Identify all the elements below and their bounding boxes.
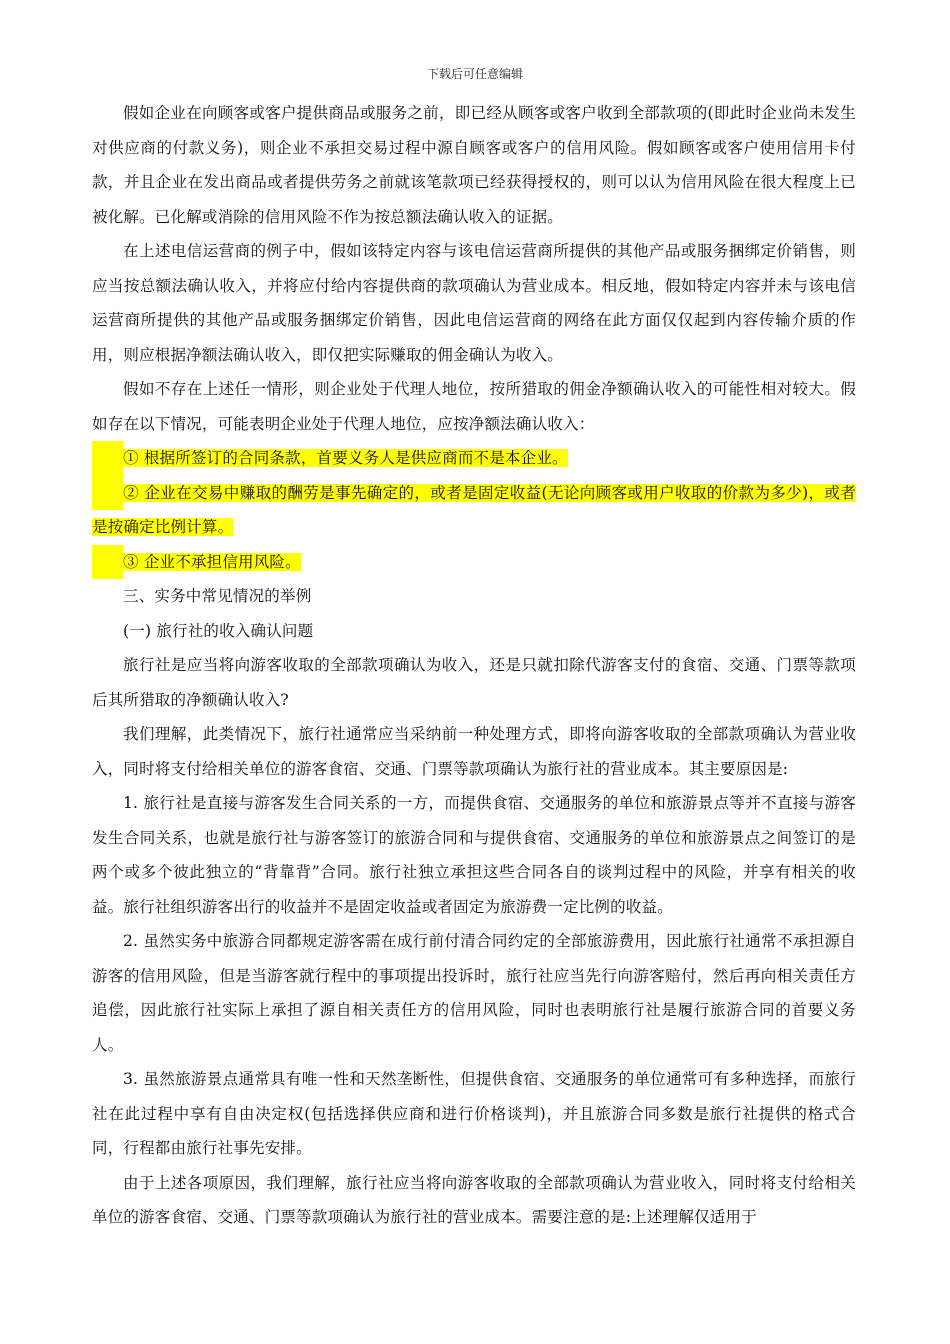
highlight-indent	[92, 545, 123, 580]
page-header: 下载后可任意编辑	[426, 67, 523, 81]
highlighted-item-3	[92, 545, 856, 580]
subsection-heading: (一) 旅行社的收入确认问题	[123, 621, 314, 640]
highlighted-item-2	[92, 476, 856, 545]
highlight-indent	[92, 441, 123, 476]
paragraph-travel-answer: 我们理解，此类情况下，旅行社通常应当采纳前一种处理方式，即将向游客收取的全部款项确认为营业收入，同时将支付给相关单位的游客食宿、交通、门票等款项确认为旅行社的营业成本。其主要原因是:	[92, 725, 856, 778]
paragraph-reason-2: 2. 虽然实务中旅游合同都规定游客需在成行前付清合同约定的全部旅游费用，因此旅行社通常不承担源自游客的信用风险，但是当游客就行程中的事项提出投诉时，旅行社应当先行向游客赔付，然后再向相关责任方追偿，因此旅行社实际上承担了源自相关责任方的信用风险，同时也表明旅行社是履行旅游合同的首要义务人。	[92, 932, 856, 1054]
section-heading: 三、实务中常见情况的举例	[123, 587, 312, 605]
highlighted-item-1	[92, 441, 856, 476]
paragraph-reason-1: 1. 旅行社是直接与游客发生合同关系的一方，而提供食宿、交通服务的单位和旅游景点等并不直接与游客发生合同关系，也就是旅行社与游客签订的旅游合同和与提供食宿、交通服务的单位和旅游景点之间签订的是两个或多个彼此独立的“背靠背”合同。旅行社独立承担这些合同各自的谈判过程中的风险，并享有相关的收益。旅行社组织游客出行的收益并不是固定收益或者固定为旅游费一定比例的收益。	[92, 794, 856, 916]
document-body	[92, 96, 856, 1235]
highlighted-text: ① 根据所签订的合同条款，首要义务人是供应商而不是本企业。	[123, 449, 568, 467]
paragraph-conclusion: 由于上述各项原因，我们理解，旅行社应当将向游客收取的全部款项确认为营业收入，同时将支付给相关单位的游客食宿、交通、门票等款项确认为旅行社的营业成本。需要注意的是:上述理解仅适用于	[92, 1173, 856, 1226]
paragraph-reason-3: 3. 虽然旅游景点通常具有唯一性和天然垄断性，但提供食宿、交通服务的单位通常可有多种选择，而旅行社在此过程中享有自由决定权(包括选择供应商和进行价格谈判)，并且旅游合同多数是旅行社提供的格式合同，行程都由旅行社事先安排。	[92, 1070, 856, 1157]
highlighted-text: ② 企业在交易中赚取的酬劳是事先确定的，或者是固定收益(无论向顾客或用户收取的价款为多少)，或者是按确定比例计算。	[92, 483, 856, 536]
paragraph-travel-question: 旅行社是应当将向游客收取的全部款项确认为收入，还是只就扣除代游客支付的食宿、交通、门票等款项后其所猎取的净额确认收入?	[92, 656, 856, 709]
highlight-indent	[92, 476, 123, 511]
highlighted-text: ③ 企业不承担信用风险。	[123, 552, 301, 571]
paragraph-credit-risk: 假如企业在向顾客或客户提供商品或服务之前，即已经从顾客或客户收到全部款项的(即此时企业尚未发生对供应商的付款义务)，则企业不承担交易过程中源自顾客或客户的信用风险。假如顾客或客户使用信用卡付款，并且企业在发出商品或者提供劳务之前就该笔款项已经获得授权的，则可以认为信用风险在很大程度上已被化解。已化解或消除的信用风险不作为按总额法确认收入的证据。	[92, 104, 856, 226]
paragraph-agent-position: 假如不存在上述任一情形，则企业处于代理人地位，按所猎取的佣金净额确认收入的可能性相对较大。假如存在以下情况，可能表明企业处于代理人地位，应按净额法确认收入：	[92, 380, 856, 433]
paragraph-telecom-example: 在上述电信运营商的例子中，假如该特定内容与该电信运营商所提供的其他产品或服务捆绑定价销售，则应当按总额法确认收入，并将应付给内容提供商的款项确认为营业成本。相反地，假如特定内容并未与该电信运营商所提供的其他产品或服务捆绑定价销售，因此电信运营商的网络在此方面仅仅起到内容传输介质的作用，则应根据净额法确认收入，即仅把实际赚取的佣金确认为收入。	[92, 242, 856, 364]
